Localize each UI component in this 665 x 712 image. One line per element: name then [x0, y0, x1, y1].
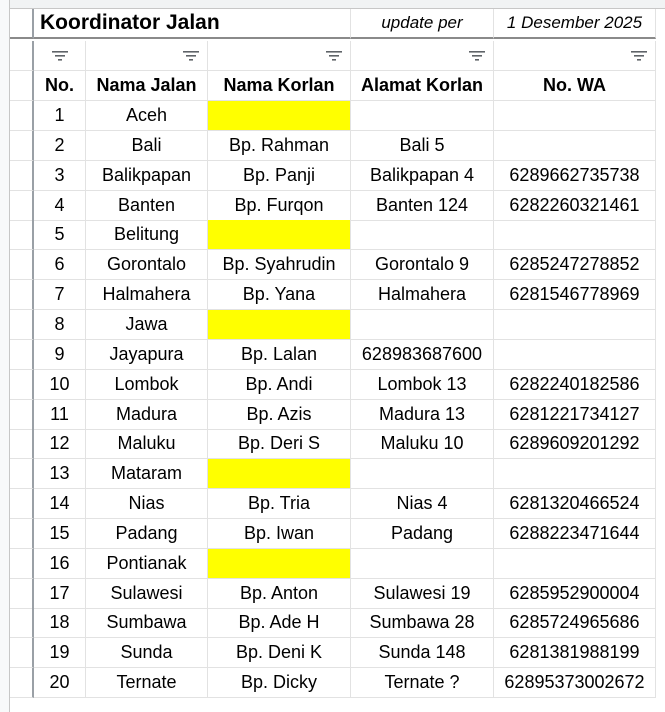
cell-no[interactable]: 19 — [34, 638, 86, 668]
cell-no-wa[interactable] — [494, 220, 656, 250]
cell-no-wa[interactable]: 62895373002672 — [494, 668, 656, 698]
cell-nama-jalan[interactable]: Pontianak — [86, 549, 208, 579]
cell-alamat-korlan[interactable]: Sulawesi 19 — [351, 579, 494, 609]
filter-row — [10, 41, 656, 71]
gutter-cell[interactable] — [10, 489, 34, 519]
cell-alamat-korlan[interactable]: Nias 4 — [351, 489, 494, 519]
header-no-wa[interactable]: No. WA — [494, 71, 656, 101]
gutter-cell[interactable] — [10, 191, 34, 221]
header-no[interactable]: No. — [34, 71, 86, 101]
cell-no[interactable]: 20 — [34, 668, 86, 698]
table-row — [10, 429, 656, 459]
table-row — [10, 191, 656, 221]
cell-alamat-korlan[interactable]: Madura 13 — [351, 400, 494, 430]
gutter-cell[interactable] — [10, 220, 34, 250]
cell-alamat-korlan[interactable]: Sumbawa 28 — [351, 608, 494, 638]
table-row — [10, 220, 656, 250]
cell-alamat-korlan[interactable] — [351, 549, 494, 579]
cell-nama-jalan[interactable]: Sunda — [86, 638, 208, 668]
cell-nama-jalan[interactable]: Gorontalo — [86, 250, 208, 280]
cell-alamat-korlan[interactable] — [351, 459, 494, 489]
cell-no[interactable]: 4 — [34, 191, 86, 221]
filter-icon — [52, 51, 68, 61]
cell-nama-korlan[interactable]: Bp. Deni K — [208, 638, 351, 668]
update-date[interactable]: 1 Desember 2025 — [494, 9, 656, 39]
title-row — [10, 9, 656, 39]
cell-no[interactable]: 11 — [34, 400, 86, 430]
cell-no-wa[interactable]: 6281221734127 — [494, 400, 656, 430]
column-header-strip — [0, 0, 665, 9]
cell-nama-jalan[interactable]: Belitung — [86, 220, 208, 250]
cell-no-wa[interactable] — [494, 340, 656, 370]
gutter-cell[interactable] — [10, 668, 34, 698]
update-label[interactable]: update per — [351, 9, 494, 39]
cell-nama-korlan[interactable]: Bp. Furqon — [208, 191, 351, 221]
cell-nama-korlan[interactable] — [208, 220, 351, 250]
cell-no-wa[interactable]: 6285724965686 — [494, 608, 656, 638]
cell-nama-korlan[interactable] — [208, 549, 351, 579]
gutter-cell[interactable] — [10, 370, 34, 400]
cell-no-wa[interactable] — [494, 131, 656, 161]
table-row — [10, 489, 656, 519]
header-row — [10, 71, 656, 101]
gutter-cell[interactable] — [10, 638, 34, 668]
cell-alamat-korlan[interactable] — [351, 310, 494, 340]
cell-no[interactable]: 8 — [34, 310, 86, 340]
gutter-cell[interactable] — [10, 161, 34, 191]
cell-alamat-korlan[interactable]: Banten 124 — [351, 191, 494, 221]
cell-no-wa[interactable]: 6288223471644 — [494, 519, 656, 549]
gutter-cell[interactable] — [10, 310, 34, 340]
cell-alamat-korlan[interactable] — [351, 220, 494, 250]
table-row — [10, 280, 656, 310]
cell-nama-korlan[interactable]: Bp. Deri S — [208, 429, 351, 459]
table-row — [10, 549, 656, 579]
cell-nama-jalan[interactable]: Halmahera — [86, 280, 208, 310]
cell-nama-jalan[interactable]: Sumbawa — [86, 608, 208, 638]
cell-no[interactable]: 17 — [34, 579, 86, 609]
table-row — [10, 400, 656, 430]
table-row — [10, 131, 656, 161]
filter-button-alamat-korlan[interactable] — [351, 41, 494, 71]
gutter-cell[interactable] — [10, 579, 34, 609]
gutter-cell[interactable] — [10, 400, 34, 430]
cell-no[interactable]: 7 — [34, 280, 86, 310]
table-row — [10, 340, 656, 370]
filter-button-no-wa[interactable] — [494, 41, 656, 71]
cell-alamat-korlan[interactable]: Bali 5 — [351, 131, 494, 161]
cell-alamat-korlan[interactable]: Ternate ? — [351, 668, 494, 698]
cell-no[interactable]: 5 — [34, 220, 86, 250]
cell-nama-korlan[interactable]: Bp. Panji — [208, 161, 351, 191]
cell-nama-korlan[interactable]: Bp. Yana — [208, 280, 351, 310]
cell-nama-jalan[interactable]: Banten — [86, 191, 208, 221]
cell-alamat-korlan[interactable]: 628983687600 — [351, 340, 494, 370]
cell-no[interactable]: 10 — [34, 370, 86, 400]
filter-button-nama-jalan[interactable] — [86, 41, 208, 71]
gutter-cell[interactable] — [10, 519, 34, 549]
cell-nama-jalan[interactable]: Jayapura — [86, 340, 208, 370]
cell-nama-korlan[interactable] — [208, 310, 351, 340]
gutter-cell[interactable] — [10, 340, 34, 370]
table-row — [10, 250, 656, 280]
gutter-cell[interactable] — [10, 41, 34, 71]
filter-icon — [631, 51, 647, 61]
cell-no-wa[interactable]: 6281320466524 — [494, 489, 656, 519]
header-nama-korlan[interactable]: Nama Korlan — [208, 71, 351, 101]
cell-nama-jalan[interactable]: Maluku — [86, 429, 208, 459]
cell-nama-korlan[interactable]: Bp. Lalan — [208, 340, 351, 370]
cell-alamat-korlan[interactable]: Balikpapan 4 — [351, 161, 494, 191]
cell-nama-korlan[interactable]: Bp. Andi — [208, 370, 351, 400]
cell-nama-korlan[interactable] — [208, 459, 351, 489]
gutter-cell[interactable] — [10, 608, 34, 638]
row-header-strip — [0, 0, 10, 712]
gutter-cell[interactable] — [10, 9, 34, 39]
cell-no-wa[interactable] — [494, 549, 656, 579]
cell-nama-korlan[interactable]: Bp. Azis — [208, 400, 351, 430]
table-row — [10, 310, 656, 340]
cell-no[interactable]: 18 — [34, 608, 86, 638]
cell-no-wa[interactable]: 6282260321461 — [494, 191, 656, 221]
table-row — [10, 668, 656, 698]
cell-no[interactable]: 12 — [34, 429, 86, 459]
cell-no[interactable]: 15 — [34, 519, 86, 549]
cell-no-wa[interactable]: 6285952900004 — [494, 579, 656, 609]
cell-no[interactable]: 1 — [34, 101, 86, 131]
cell-nama-korlan[interactable]: Bp. Rahman — [208, 131, 351, 161]
gutter-cell[interactable] — [10, 429, 34, 459]
gutter-cell[interactable] — [10, 71, 34, 101]
cell-alamat-korlan[interactable]: Lombok 13 — [351, 370, 494, 400]
cell-no[interactable]: 16 — [34, 549, 86, 579]
gutter-cell[interactable] — [10, 131, 34, 161]
cell-nama-korlan[interactable]: Bp. Ade H — [208, 608, 351, 638]
cell-nama-jalan[interactable]: Padang — [86, 519, 208, 549]
cell-no[interactable]: 13 — [34, 459, 86, 489]
cell-no-wa[interactable]: 6285247278852 — [494, 250, 656, 280]
header-nama-jalan[interactable]: Nama Jalan — [86, 71, 208, 101]
cell-nama-jalan[interactable]: Balikpapan — [86, 161, 208, 191]
cell-nama-jalan[interactable]: Lombok — [86, 370, 208, 400]
cell-no-wa[interactable] — [494, 101, 656, 131]
cell-no-wa[interactable] — [494, 310, 656, 340]
cell-nama-jalan[interactable]: Bali — [86, 131, 208, 161]
cell-no[interactable]: 2 — [34, 131, 86, 161]
cell-nama-korlan[interactable]: Bp. Anton — [208, 579, 351, 609]
cell-alamat-korlan[interactable]: Maluku 10 — [351, 429, 494, 459]
cell-alamat-korlan[interactable]: Halmahera — [351, 280, 494, 310]
filter-icon — [326, 51, 342, 61]
table-row — [10, 519, 656, 549]
cell-nama-jalan[interactable]: Jawa — [86, 310, 208, 340]
filter-icon — [183, 51, 199, 61]
filter-icon — [469, 51, 485, 61]
cell-nama-korlan[interactable]: Bp. Iwan — [208, 519, 351, 549]
cell-alamat-korlan[interactable]: Sunda 148 — [351, 638, 494, 668]
filter-button-no[interactable] — [34, 41, 86, 71]
cell-nama-jalan[interactable]: Nias — [86, 489, 208, 519]
cell-no-wa[interactable]: 6281381988199 — [494, 638, 656, 668]
cell-nama-korlan[interactable] — [208, 101, 351, 131]
cell-no-wa[interactable]: 6289662735738 — [494, 161, 656, 191]
cell-nama-jalan[interactable]: Aceh — [86, 101, 208, 131]
cell-no[interactable]: 9 — [34, 340, 86, 370]
sheet-title[interactable]: Koordinator Jalan — [34, 9, 351, 39]
cell-no-wa[interactable]: 6282240182586 — [494, 370, 656, 400]
cell-alamat-korlan[interactable] — [351, 101, 494, 131]
table-row — [10, 638, 656, 668]
cell-alamat-korlan[interactable]: Gorontalo 9 — [351, 250, 494, 280]
table-row — [10, 608, 656, 638]
table-row — [10, 579, 656, 609]
cell-no[interactable]: 3 — [34, 161, 86, 191]
cell-nama-korlan[interactable]: Bp. Dicky — [208, 668, 351, 698]
cell-nama-korlan[interactable]: Bp. Syahrudin — [208, 250, 351, 280]
cell-alamat-korlan[interactable]: Padang — [351, 519, 494, 549]
cell-nama-jalan[interactable]: Ternate — [86, 668, 208, 698]
cell-no[interactable]: 6 — [34, 250, 86, 280]
cell-nama-jalan[interactable]: Madura — [86, 400, 208, 430]
filter-button-nama-korlan[interactable] — [208, 41, 351, 71]
gutter-cell[interactable] — [10, 250, 34, 280]
cell-no-wa[interactable]: 6289609201292 — [494, 429, 656, 459]
cell-nama-korlan[interactable]: Bp. Tria — [208, 489, 351, 519]
table-row — [10, 370, 656, 400]
cell-nama-jalan[interactable]: Mataram — [86, 459, 208, 489]
cell-no-wa[interactable]: 6281546778969 — [494, 280, 656, 310]
table-row — [10, 101, 656, 131]
gutter-cell[interactable] — [10, 549, 34, 579]
gutter-cell[interactable] — [10, 459, 34, 489]
header-alamat-korlan[interactable]: Alamat Korlan — [351, 71, 494, 101]
gutter-cell[interactable] — [10, 280, 34, 310]
cell-nama-jalan[interactable]: Sulawesi — [86, 579, 208, 609]
table-row — [10, 459, 656, 489]
table-row — [10, 161, 656, 191]
gutter-cell[interactable] — [10, 101, 34, 131]
cell-no-wa[interactable] — [494, 459, 656, 489]
cell-no[interactable]: 14 — [34, 489, 86, 519]
